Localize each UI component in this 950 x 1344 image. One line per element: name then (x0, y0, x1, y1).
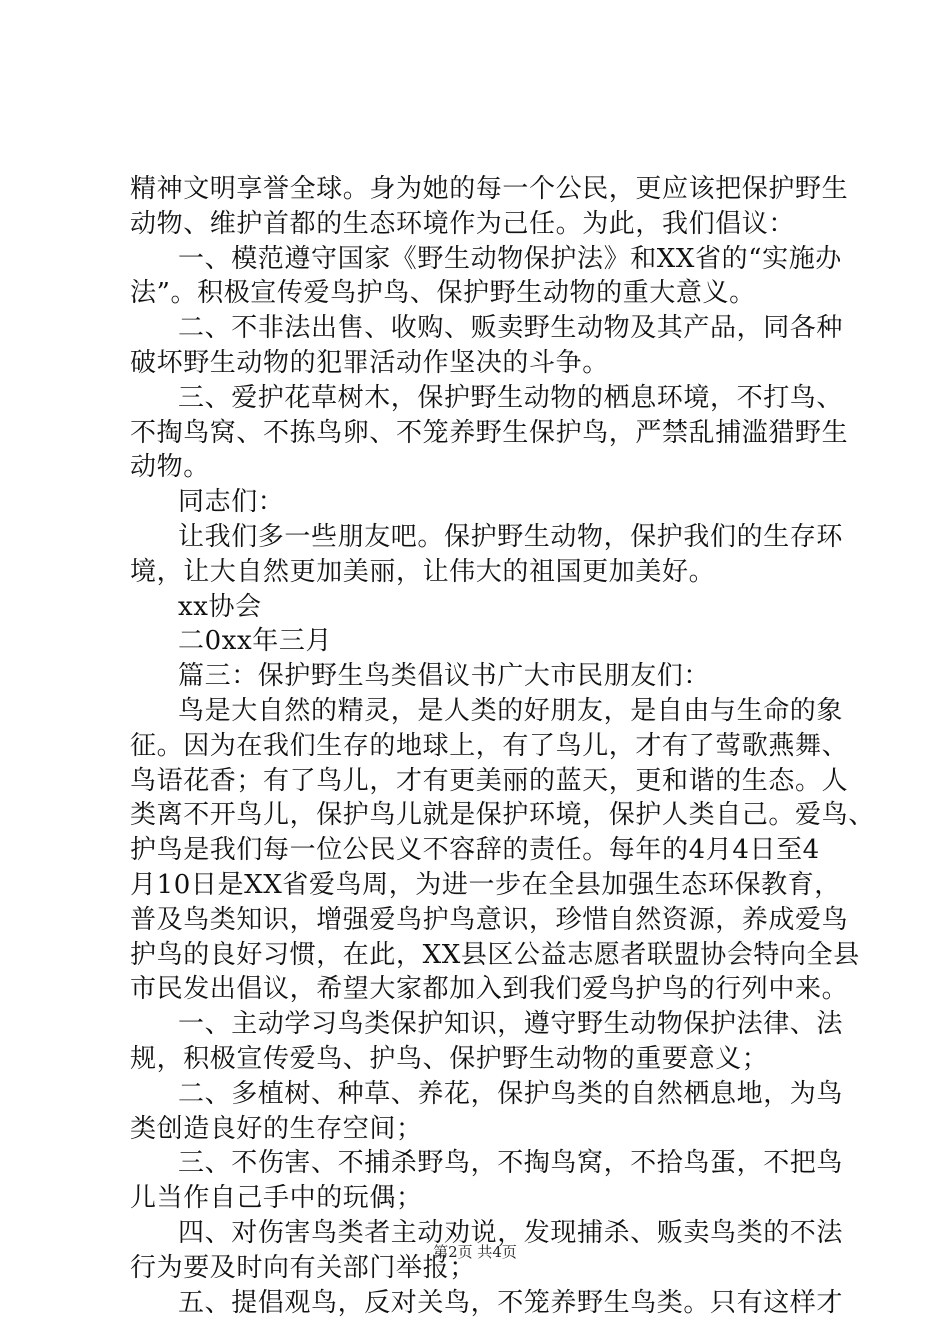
page-footer (0, 1240, 950, 1264)
section-heading: 篇三：保护野生鸟类倡议书广大市民朋友们： (178, 661, 711, 692)
signature-date: 二0xx年三月 (178, 626, 333, 657)
text-line: 鸟语花香；有了鸟儿，才有更美丽的蓝天，更和谐的生态。人 (130, 765, 849, 796)
text-line: 普及鸟类知识，增强爱鸟护鸟意识，珍惜自然资源，养成爱鸟 (130, 904, 849, 935)
text-line: 四、对伤害鸟类者主动劝说，发现捕杀、贩卖鸟类的不法 (178, 1217, 844, 1248)
text-line: 动物、维护首都的生态环境作为己任。为此，我们倡议： (130, 208, 796, 239)
text-line: 破坏野生动物的犯罪活动作坚决的斗争。 (130, 347, 609, 378)
text-line: 行为要及时向有关部门举报； (130, 1252, 476, 1283)
text-line: 月10日是XX省爱鸟周，为进一步在全县加强生态环保教育， (130, 869, 841, 900)
document-body (130, 172, 875, 1320)
text-line: 二、不非法出售、收购、贩卖野生动物及其产品，同各种 (178, 313, 844, 344)
text-line: 市民发出倡议，希望大家都加入到我们爱鸟护鸟的行列中来。 (130, 974, 849, 1005)
text-line: 三、不伤害、不捕杀野鸟，不掏鸟窝，不拾鸟蛋，不把鸟 (178, 1148, 844, 1179)
text-line: 法”。积极宣传爱鸟护鸟、保护野生动物的重大意义。 (130, 278, 756, 309)
text-line: 三、爱护花草树木，保护野生动物的栖息环境，不打鸟、 (178, 382, 844, 413)
text-line: 动物。 (130, 452, 210, 483)
text-line: 不掏鸟窝、不拣鸟卵、不笼养野生保护鸟，严禁乱捕滥猎野生 (130, 417, 849, 448)
text-line: 护鸟的良好习惯，在此，XX县区公益志愿者联盟协会特向全县 (130, 939, 860, 970)
text-line: 精神文明享誉全球。身为她的每一个公民，更应该把保护野生 (130, 174, 849, 204)
text-line: 鸟是大自然的精灵，是人类的好朋友，是自由与生命的象 (178, 695, 844, 726)
text-line: 让我们多一些朋友吧。保护野生动物，保护我们的生存环 (178, 521, 844, 552)
signature-org: xx协会 (178, 591, 262, 622)
text-line: 二、多植树、种草、养花，保护鸟类的自然栖息地，为鸟 (178, 1078, 844, 1109)
salutation-line: 同志们： (178, 487, 285, 518)
text-line: 规，积极宣传爱鸟、护鸟、保护野生动物的重要意义； (130, 1043, 769, 1074)
text-line: 五、提倡观鸟，反对关鸟，不笼养野生鸟类。只有这样才 (178, 1287, 844, 1318)
text-line: 类创造良好的生存空间； (130, 1113, 423, 1144)
page-number: 第2页 共4页 (433, 1243, 517, 1261)
text-line: 征。因为在我们生存的地球上，有了鸟儿，才有了莺歌燕舞、 (130, 730, 849, 761)
text-line: 护鸟是我们每一位公民义不容辞的责任。每年的4月4日至4 (130, 835, 820, 866)
text-line: 一、模范遵守国家《野生动物保护法》和XX省的“实施办 (178, 243, 842, 274)
text-line: 一、主动学习鸟类保护知识，遵守野生动物保护法律、法 (178, 1009, 844, 1040)
text-line: 境，让大自然更加美丽，让伟大的祖国更加美好。 (130, 556, 716, 587)
text-line: 类离不开鸟儿，保护鸟儿就是保护环境，保护人类自己。爱鸟、 (130, 800, 875, 831)
text-line: 儿当作自己手中的玩偶； (130, 1183, 423, 1214)
